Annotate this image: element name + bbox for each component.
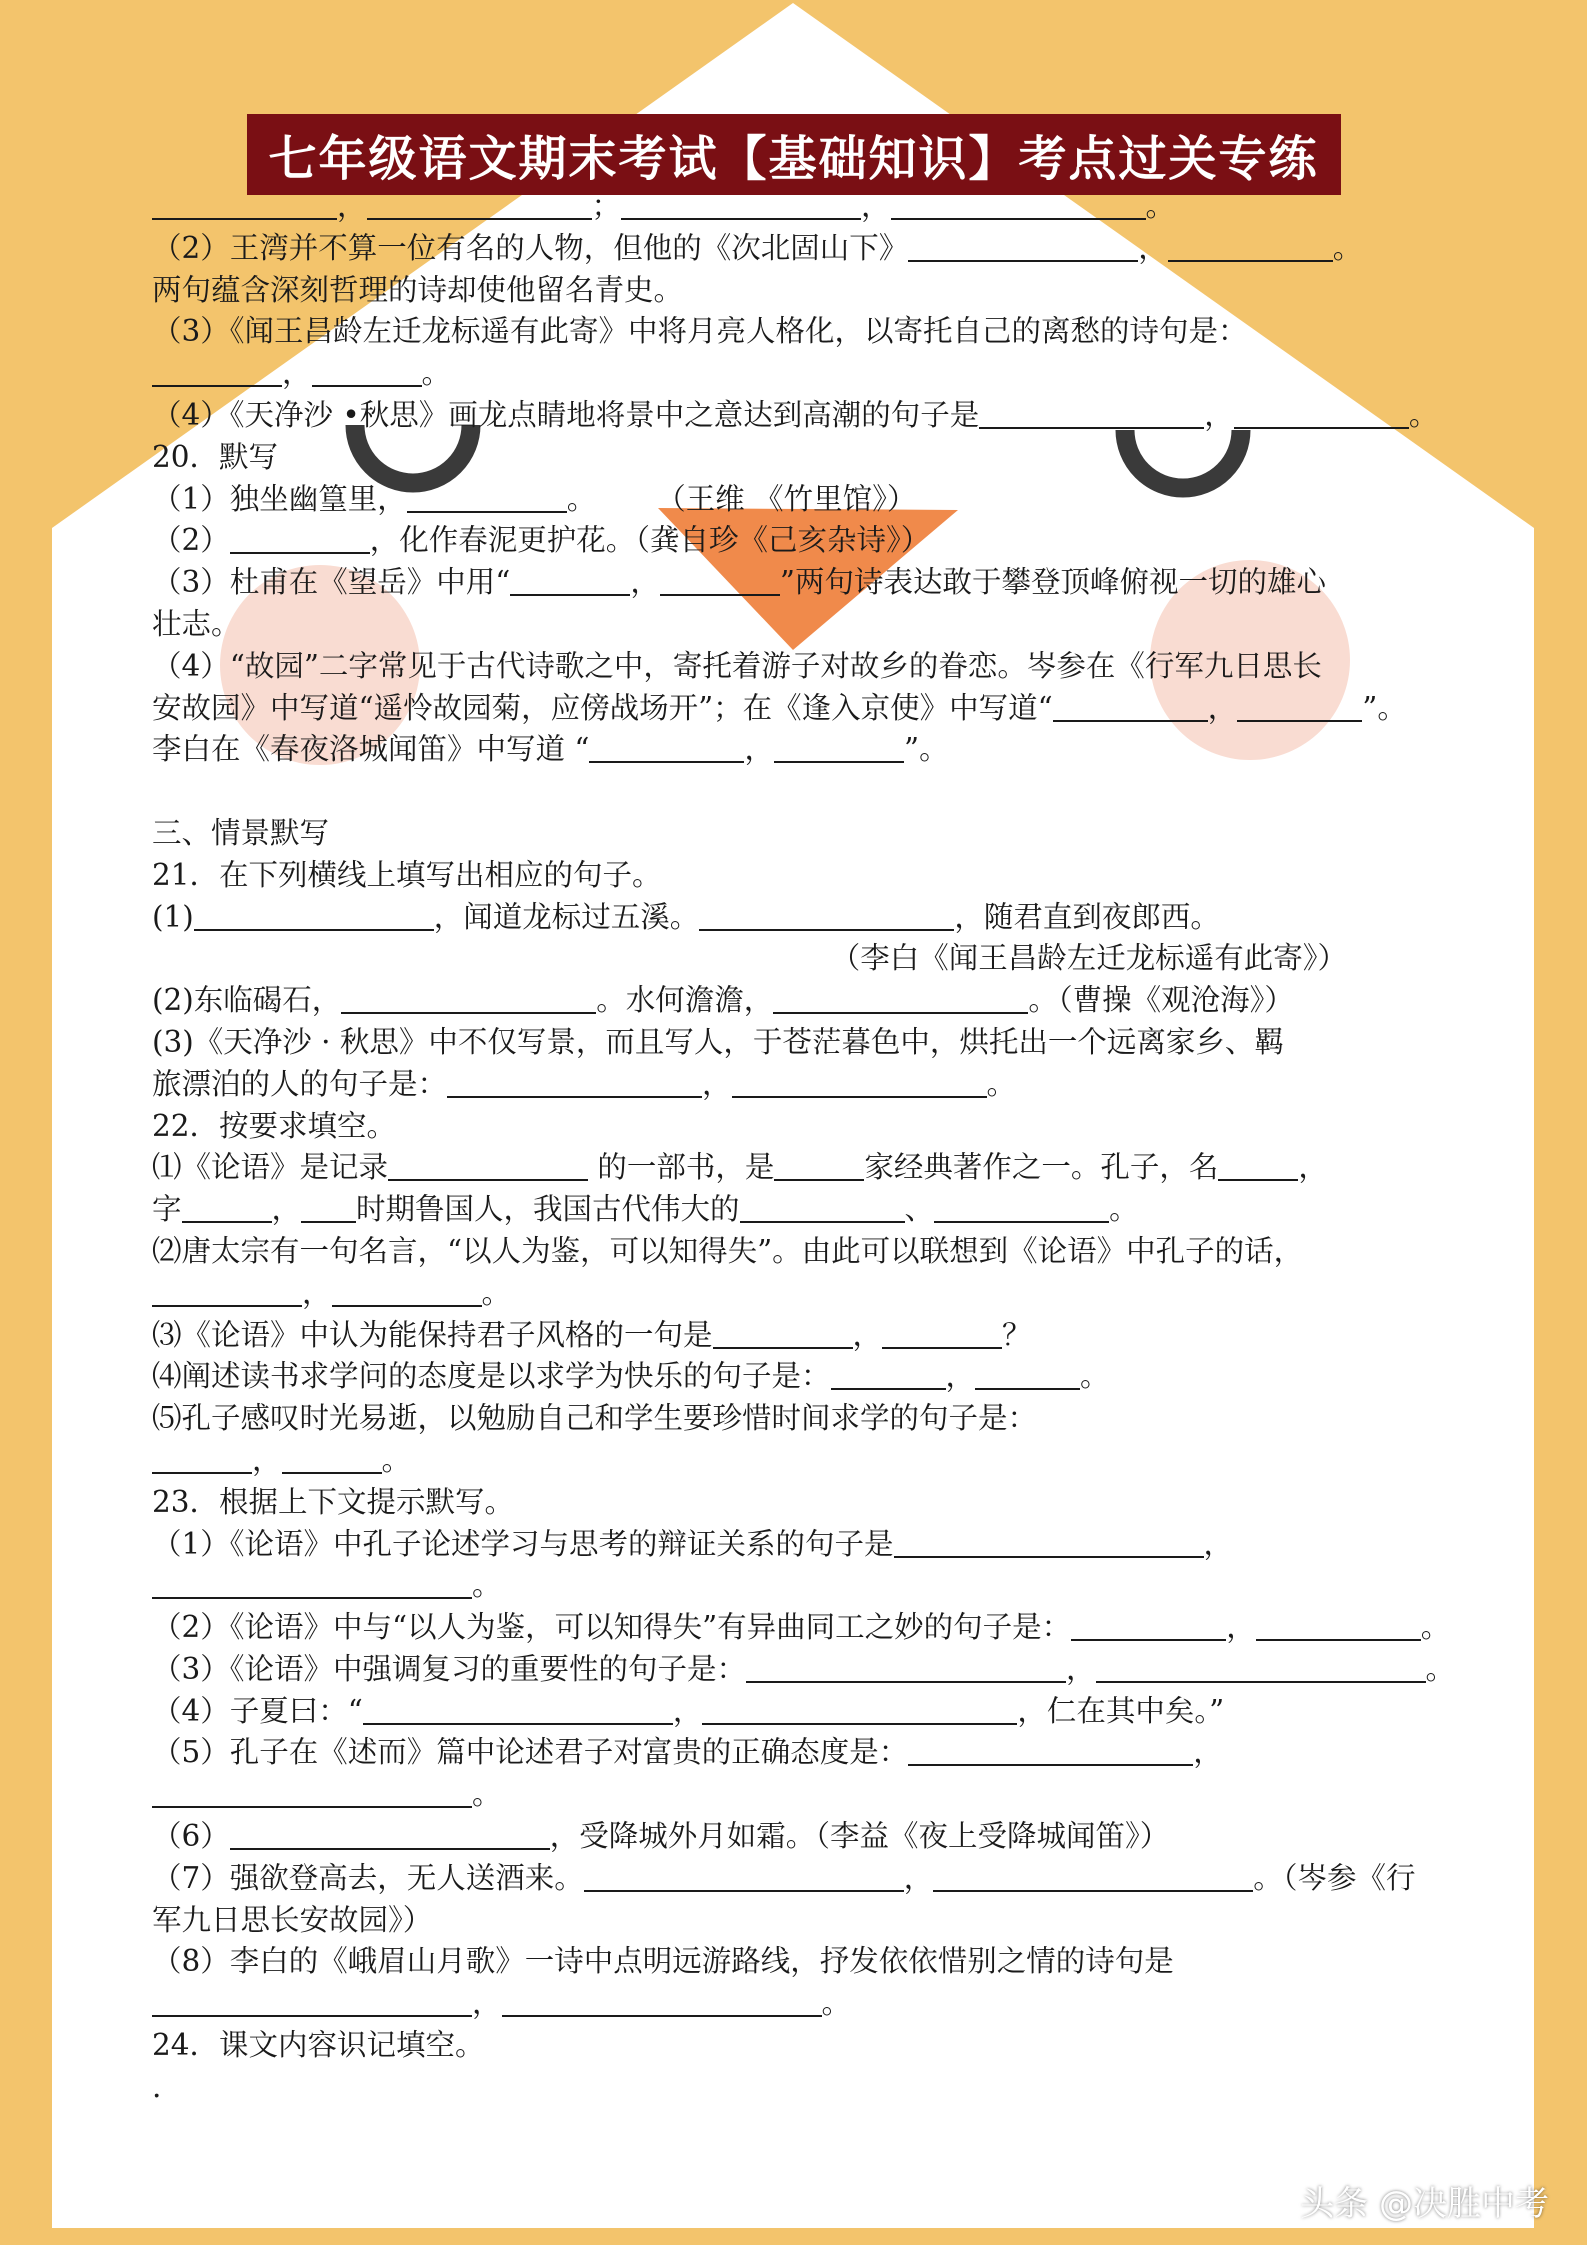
fill-line: ， 。 — [152, 1983, 1442, 2025]
question-line: （3）《闻王昌龄左迁龙标遥有此寄》中将月亮人格化，以寄托自己的离愁的诗句是： — [152, 314, 1248, 349]
question-line: （8）李白的《峨眉山月歌》一诗中点明远游路线，抒发依依惜别之情的诗句是 — [152, 1944, 1174, 1979]
question-line: （6） ，受降城外月如霜。（李益《夜上受降城闻笛》） — [152, 1819, 1170, 1854]
question-line: （2）王湾并不算一位有名的人物，但他的《次北固山下》 ， 。 — [152, 230, 1363, 265]
trailing-dot: . — [152, 2069, 162, 2104]
question-line: （1）《论语》中孔子论述学习与思考的辩证关系的句子是 ， — [152, 1526, 1234, 1561]
question-line: 旅漂泊的人的句子是： ， 。 — [152, 1066, 1017, 1101]
question-line: （2）《论语》中与“以人为鉴，可以知得失”有异曲同工之妙的句子是： ， 。 — [152, 1610, 1451, 1645]
question-heading: 23．根据上下文提示默写。 — [152, 1484, 515, 1519]
question-line: ⑴《论语》是记录 的一部书，是 家经典著作之一。孔子，名 ， — [152, 1150, 1328, 1185]
text-line: 军九日思长安故园》） — [152, 1902, 433, 1937]
fill-line: ， 。 — [152, 1440, 1442, 1482]
question-line: （2） ，化作春泥更护花。（龚自珍《己亥杂诗》） — [152, 523, 931, 558]
question-heading: 22．按要求填空。 — [152, 1108, 397, 1143]
question-line: （4）《天净沙 •秋思》画龙点睛地将景中之意达到高潮的句子是 ， 。 — [152, 397, 1439, 432]
question-heading: 21．在下列横线上填写出相应的句子。 — [152, 857, 662, 892]
question-line: （7）强欲登高去，无人送酒来。 ， 。（岑参《行 — [152, 1860, 1416, 1895]
question-line: 安故园》中写道“遥怜故园菊，应傍战场开”；在《逢入京使》中写道“ ， ”。 — [152, 690, 1407, 725]
question-line: （3）《论语》中强调复习的重要性的句子是： ， 。 — [152, 1651, 1456, 1686]
question-line: 字 ， 时期鲁国人，我国古代伟大的 、 。 — [152, 1192, 1139, 1227]
question-line: (1) ，闻道龙标过五溪。 ，随君直到夜郎西。 — [152, 899, 1220, 934]
section-heading: 三、情景默写 — [152, 815, 330, 850]
question-line: ⑷阐述读书求学问的态度是以求学为快乐的句子是： ， 。 — [152, 1359, 1110, 1394]
exercise-content — [152, 186, 1456, 2109]
fill-line: ， 。 — [152, 1273, 1442, 1315]
source-line: （李白《闻王昌龄左迁龙标遥有此寄》） — [830, 941, 1347, 976]
question-line: （4）“故园”二字常见于古代诗歌之中，寄托着游子对故乡的眷恋。岑参在《行军九日思长 — [152, 648, 1322, 683]
question-line: ⑶《论语》中认为能保持君子风格的一句是 ， ？ — [152, 1317, 1032, 1352]
section-heading: 20．默写 — [152, 439, 279, 474]
question-line: （5）孔子在《述而》篇中论述君子对富贵的正确态度是： ， — [152, 1735, 1223, 1770]
question-line: (3)《天净沙 · 秋思》中不仅写景，而且写人，于苍茫暮色中，烘托出一个远离家乡、羁 — [152, 1024, 1284, 1059]
text-line: 两句蕴含深刻哲理的诗却使他留名青史。 — [152, 272, 684, 307]
fill-line: 。 — [152, 1565, 1442, 1607]
fill-line: 。 — [152, 1774, 1442, 1816]
watermark: 头条 @决胜中考 — [1300, 2184, 1549, 2224]
question-line: (2)东临碣石， 。水何澹澹， 。（曹操《观沧海》） — [152, 983, 1294, 1018]
question-heading: 24．课文内容识记填空。 — [152, 2028, 485, 2063]
question-line: ⑵唐太宗有一句名言，“以人为鉴，可以知得失”。由此可以联想到《论语》中孔子的话， — [152, 1233, 1304, 1268]
fill-line: ， 。 — [152, 353, 1442, 395]
question-line: （1）独坐幽篁里， 。 （王维 《竹里馆》） — [152, 481, 917, 516]
question-line: 李白在《春夜洛城闻笛》中写道 “ ， ”。 — [152, 732, 949, 767]
question-line: （4）子夏曰：“ ， ，仁在其中矣。” — [152, 1693, 1225, 1728]
fill-line: ， ； ， 。 — [152, 186, 1442, 228]
question-line: （3）杜甫在《望岳》中用“ ， ”两句诗表达敢于攀登顶峰俯视一切的雄心 — [152, 565, 1326, 600]
page-title: 七年级语文期末考试【基础知识】考点过关专练 — [246, 114, 1340, 195]
question-line: ⑸孔子感叹时光易逝，以勉励自己和学生要珍惜时间求学的句子是： — [152, 1401, 1038, 1436]
text-line: 壮志。 — [152, 606, 241, 641]
spacer — [152, 771, 1442, 813]
